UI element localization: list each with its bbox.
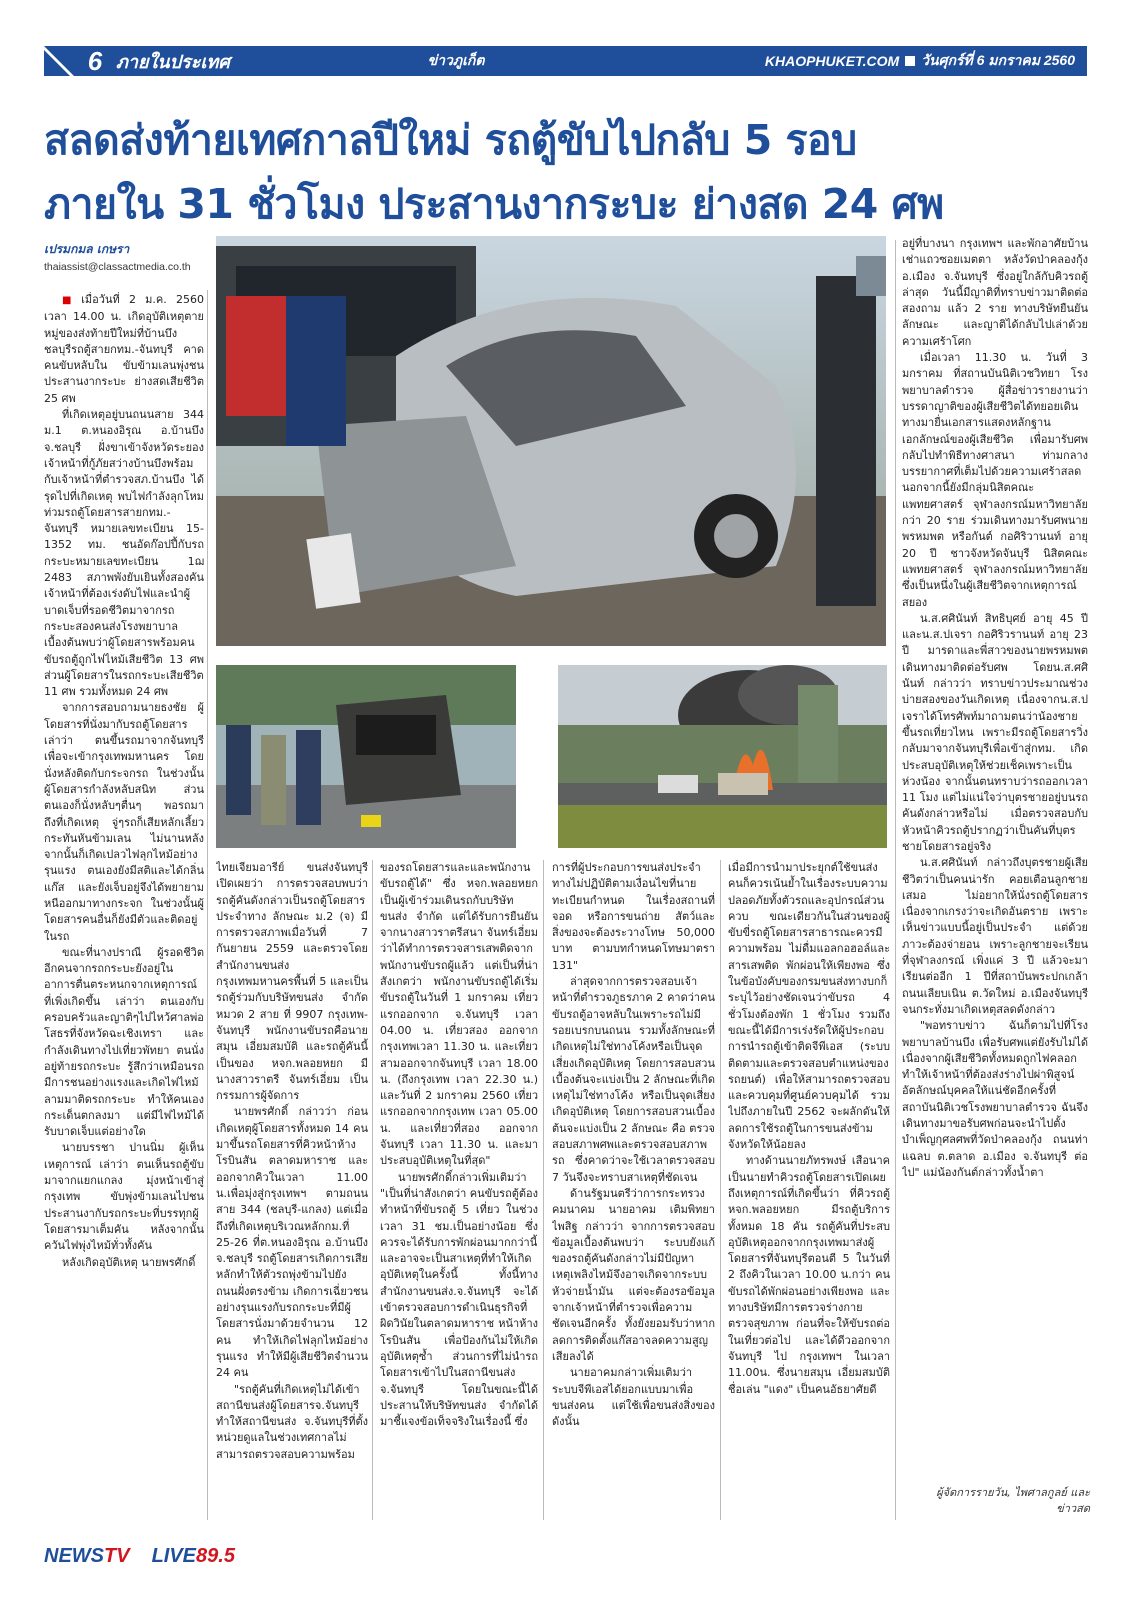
separator-square-icon [905, 56, 915, 66]
article-paragraph: ด้านรัฐมนตรีว่าการกระทรวงคมนาคม นายอาคม เติมพิทยาไพสิฐ กล่าวว่า จากการตรวจสอบข้อมูลเบื้องต้นพบว่า ระบบยังแก้ของรถตู้คันดังกล่าวไม่มีปัญหา เหตุเพลิงไหม้จึงอาจเกิดจากระบบหัวจ่ายน้ำมัน แต่จะต้องรอข้อมูลจากเจ้าหน้าที่ตำรวจเพื่อความชัดเจนอีกครั้ง ทั้งยังยอมรับว่าหากลดการติดตั้งแก๊สอาจลดความสูญเสียลงได้ [552, 1186, 715, 1363]
burnt-van-photo [216, 665, 516, 848]
vehicle-fire-photo [558, 665, 887, 848]
headline-line-2: ภายใน 31 ชั่วโมง ประสานงากระบะ ย่างสด 24 ศพ [44, 180, 944, 228]
website-link[interactable]: KHAOPHUKET.COM [764, 53, 900, 69]
author-email[interactable]: thaiassist@classactmedia.co.th [44, 261, 191, 273]
article-paragraph: ของรถโดยสารและและพนักงานขับรถตู้ได้" ซึ่ง หจก.พลอยหยก เป็นผู้เข้าร่วมเดินรถกับบริษัทขนส่ง จำกัด แต่ได้รับการยืนยันจากนางสาวราตรีสนา จันทร์เอี่ยม ว่าได้ทำการตรวจสารเสพติดจากพนักงานขับรถผู้แล้ว แต่เป็นที่น่าสังเกตว่า พนักงานขับรถตู้ได้เริ่มขับรถตู้ในวันที่ 1 มกราคม เที่ยวแรกออกจาก จ.จันทบุรี เวลา 04.00 น. เที่ยวสอง ออกจากกรุงเทพเวลา 11.30 น. และเที่ยวสามออกจากจันทบุรี เวลา 18.00 น. (ถึงกรุงเทพ เวลา 22.30 น.) และวันที่ 2 มกราคม 2560 เที่ยวแรกออกจากกรุงเทพ เวลา 05.00 น. และเที่ยวที่สอง ออกจากจันทบุรี เวลา 11.30 น. และมาประสบอุบัติเหตุในที่สุด" [380, 861, 538, 1168]
article-paragraph: จากการสอบถามนายธงชัย ผู้โดยสารที่นั่งมากับรถตู้โดยสาร เล่าว่า ตนขึ้นรถมาจากจันทบุรี เพื่อจะเข้ากรุงเทพมหานคร โดยนั่งหลังติดกับกระจกรถ ในช่วงนั้นผู้โดยสารกำลังหลับสนิท ส่วนตนเองก็นั่งหลับๆตื่นๆ พอรถมาถึงที่เกิดเหตุ จู่ๆรถก็เสียหลักเลี้ยวกระทันหันข้ามเลน ไม่นานหลังจากนั้นก็เกิดเปลวไฟลุกไหม้อย่างรุนแรง ตนเองยังมีสติและได้กลิ่นแก๊ส และยังเจ็บอยู่จึงได้พยายามหนีออกมาทางกระจก ในช่วงนั้นผู้โดยสารคนอื่นก็ยังมีตัวและติดอยู่ในรถ [44, 701, 204, 943]
article-paragraph: การที่ผู้ประกอบการขนส่งประจำทางไม่ปฏิบัติตามเงื่อนไขที่นายทะเบียนกำหนด ในเรื่องสถานที่จอด หรือการขนถ่าย สัตว์และสิ่งของจะต้องระวางโทษ 50,000 บาท ตามบทกำหนดโทษมาตรา 131" [552, 861, 715, 972]
footer-logos [44, 1545, 235, 1568]
source-credit: ผู้จัดการรายวัน, ไพศาลกูลย์ และข่าวสด [936, 1486, 1090, 1515]
section-corner-icon [44, 46, 74, 76]
article-paragraph: ทางด้านนายภัทรพงษ์ เสือนาค เป็นนายทำคิวรถตู้โดยสารเปิดเผยถึงเหตุการณ์ที่เกิดขึ้นว่า ที่คิวรถตู้ หจก.พลอยหยก มีรถตู้บริการทั้งหมด 18 คัน รถตู้คันที่ประสบอุบัติเหตุออกจากกรุงเทพมาส่งผู้โดยสารที่จันทบุรีตอนตี 5 ในวันที่ 2 ถึงคิวในเวลา 10.00 น.กว่า คนขับรถได้พักผ่อนอย่างเพียงพอ และทางบริษัทมีการตรวจร่างกาย ตรวจสุขภาพ ก่อนที่จะให้ขับรถต่อในเที่ยวต่อไป และได้ดีวออกจาก จันทบุรี ไป กรุงเทพฯ ในเวลา 11.00น. ซึ่งนายสมุน เอี่ยมสมบัติ ชื่อเล่น "แดง" เป็นคนอัธยาศัยดี [728, 1154, 890, 1396]
paper-logo: ข่าวภูเก็ต [427, 53, 485, 69]
article-paragraph: หลังเกิดอุบัติเหตุ นายพรศักดิ์ [62, 1255, 196, 1269]
headline-line-1: สลดส่งท้ายเทศกาลปีใหม่ รถตู้ขับไปกลับ 5 รอบ [44, 116, 857, 164]
article-paragraph: "พอทราบข่าว ฉันก็ตามไปที่โรงพยาบาลบ้านบึง เพื่อรับศพแต่ยังรับไม่ได้ เนื่องจากผู้เสียชีวิตทั้งหมดถูกไฟคลอก ทำให้เจ้าหน้าที่ต้องส่งร่างไปผ่าพิสูจน์อัตลักษณ์บุคคลให้แน่ชัดอีกครั้งที่สถาบันนิติเวชโรงพยาบาลตำรวจ ฉันจึงเดินทางมาขอรับศพก่อนจะนำไปตั้งบำเพ็ญกุศลศพที่วัดป่าคลองกุ้ง ถนนท่าแฉลบ ต.ตลาด อ.เมือง จ.จันทบุรี ต่อไป" แม่น้องกันต์กล่าวทั้งน้ำตา [902, 1019, 1088, 1179]
article-paragraph: ขณะที่นางปราณี ผู้รอดชีวิตอีกคนจากรถกระบะยังอยู่ในอาการตื่นตระหนกจากเหตุการณ์ที่เพิ่งเกิดขึ้น เล่าว่า ตนเองกับครอบครัวและญาติๆไปไหว้ศาลพ่อโสธรที่จังหวัดฉะเชิงเทรา และกำลังเดินทางไปเที่ยวพัทยา ตนนั่งอยู่ท้ายรถกระบะ รู้สึกว่าเหมือนรถมีการชนอย่างแรงและเกิดไฟไหม้ลามมาติดรถกระบะ ทำให้คนเองกระเด็นตกลงมา แต่มีไฟไหม้ได้รับบาดเจ็บแต่อย่างใด [44, 945, 204, 1139]
headline [44, 108, 1087, 236]
header-right [765, 50, 1087, 72]
page-header [44, 46, 1087, 76]
column-rule [895, 240, 896, 1520]
news1-tv-logo[interactable]: NEWSTV [44, 1545, 130, 1567]
article-paragraph: นายพรศักดิ์ กล่าวว่า ก่อนเกิดเหตุผู้โดยสารทั้งหมด 14 คน มาขึ้นรถโดยสารที่คิวหน้าห้างโรบินสัน ตลาดมหาราช และออกจากคิวในเวลา 11.00 น.เพื่อมุ่งสู่กรุงเทพฯ ตามถนนสาย 344 (ชลบุรี-แกลง) แต่เมื่อถึงที่เกิดเหตุบริเวณหลักกม.ที่ 25-26 ที่ต.หนองอิรุณ อ.บ้านบึง จ.ชลบุรี รถตู้โดยสารเกิดการเสียหลักทำให้ตัวรถพุ่งข้ามไปยังถนนฝั่งตรงข้าม เกิดการเฉี่ยวชนอย่างรุนแรงกับรถกระบะที่มีผู้โดยสารนั่งมาด้วยจำนวน 12 คน ทำให้เกิดไฟลุกไหม้อย่างรุนแรง ทำให้มีผู้เสียชีวิตจำนวน 24 คน [216, 1105, 368, 1380]
byline [44, 240, 214, 273]
article-paragraph: ■ เมื่อวันที่ 2 ม.ค. 2560 เวลา 14.00 น. เกิดอุบัติเหตุตายหมู่ของส่งท้ายปีใหม่ที่บ้านบึง ชลบุรีรถตู้สายกทม.-จันทบุรี คาดคนขับหลับใน ขับข้ามเลนพุ่งชนประสานงากระบะ ย่างสดเสียชีวิต 25 ศพ [44, 293, 204, 405]
article-paragraph: น.ส.ศศินันท์ สิทธิบุศย์ อายุ 45 ปี และน.ส.ปเจรา กอศิริวรานนท์ อายุ 23 ปี มารดาและพี่สาวของนายพรหมพต เดินทางมาติดต่อรับศพ โดยน.ส.ศศินันท์ กล่าวว่า ทราบข่าวประมาณช่วงบ่ายสองของวันเกิดเหตุ เนื่องจากน.ส.ปเจราได้โทรศัพท์มาถามตนว่าน้องชายขึ้นรถเที่ยวไหน เพราะมีรถตู้โดยสารวิ่งกลับมาจากจันทบุรีเพื่อเข้าสู่กทม. เกิดประสบอุบัติเหตุให้ช่วยเช็คเพราะเป็นห่วงน้อง จากนั้นตนทราบว่ารถออกเวลา 11 โมง แต่ไม่แน่ใจว่าบุตรชายอยู่บนรถคันดังกล่าวหรือไม่ เมื่อตรวจสอบกับหัวหน้าคิวรถตู้ปรากฏว่าเป็นคันที่บุตรชายโดยสารอยู่จริง [902, 611, 1088, 853]
article-column-5 [728, 860, 890, 1524]
author-name: เปรมกมล เกษรา [44, 242, 130, 256]
article-paragraph: นายพรศักดิ์กล่าวเพิ่มเติมว่า "เป็นที่น่าสังเกตว่า คนขับรถตู้ต้องทำหน้าที่ขับรถตู้ 5 เที่ยว ในช่วงเวลา 31 ชม.เป็นอย่างน้อย ซึ่งควรจะได้รับการพักผ่อนมากกว่านี้ และอาจจะเป็นสาเหตุที่ทำให้เกิดอุบัติเหตุในครั้งนี้ ทั้งนี้ทางสำนักงานขนส่ง.จ.จันทบุรี จะได้เข้าตรวจสอบการดำเนินธุรกิจที่ผิดวินัยในตลาดมหาราช หน้าห้างโรบินสัน เพื่อป้องกันไม่ให้เกิดอุบัติเหตุซ้ำ ส่วนการที่ไม่นำรถโดยสารเข้าไปในสถานีขนส่ง จ.จันทบุรี โดยในขณะนี้ได้ประสานให้บริษัทขนส่ง จำกัดได้มาชี้แจงข้อเท็จจริงในเรื่องนี้ ซึ่ง [380, 1170, 538, 1429]
article-paragraph: ไทยเจียมอารีย์ ขนส่งจันทบุรี เปิดเผยว่า การตรวจสอบพบว่ารถตู้คันดังกล่าวเป็นรถตู้โดยสารประจำทาง ลักษณะ ม.2 (จ) มีการตรวจสภาพเมื่อวันที่ 7 กันยายน 2559 และตรวจโดยสำนักงานขนส่ง กรุงเทพมหานครพื้นที่ 5 และเป็นรถตู้ร่วมกับบริษัทขนส่ง จำกัด หมวด 2 สาย ที่ 9907 กรุงเทพ-จันทบุรี พนักงานขับรถคือนายสมุน เอี่ยมสมบัติ และรถตู้คันนี้เป็นของ หจก.พลอยหยก มีนางสาวราตรี จันทร์เอี่ยม เป็นกรรมการผู้จัดการ [216, 861, 368, 1103]
article-column-4 [552, 860, 715, 1524]
live-radio-logo[interactable]: LIVE89.5 [151, 1545, 235, 1567]
column-rule [543, 860, 544, 1520]
article-paragraph: ล่าสุดจากการตรวจสอบเจ้าหน้าที่ตำรวจภูธรภาค 2 คาดว่าคนขับรถตู้อาจหลับในเพราะรถไม่มีรอยเบรกบนถนน รวมทั้งลักษณะที่เกิดเหตุไม่ใช่ทางโค้งหรือเป็นจุดเสี่ยงเกิดอุบัติเหตุ โดยการสอบสวนเบื้องต้นจะแบ่งเป็น 2 ลักษณะที่เกิดเหตุไม่ใช่ทางโค้ง หรือเป็นจุดเสี่ยงเกิดอุบัติเหตุ โดยการสอบสวนเบื้องต้นจะแบ่งเป็น 2 ลักษณะ คือ ตรวจสอบสภาพศพและตรวจสอบสภาพรถ ซึ่งคาดว่าจะใช้เวลาตรวจสอบ 7 วันจึงจะทราบสาเหตุที่ชัดเจน [552, 975, 715, 1184]
article-paragraph: นายบรรชา ปานนิ่ม ผู้เห็นเหตุการณ์ เล่าว่า ตนเห็นรถตู้ขับมาจากแยกแกลง มุ่งหน้าเข้าสู่กรุงเทพ ขับพุ่งข้ามเลนไปชนประสานงากับรถกระบะที่บรรทุกผู้โดยสารมาเต็มคัน หลังจากนั้นควันไฟพุ่งไหม้ทั่วทั้งคัน [44, 1141, 204, 1253]
main-crash-photo [216, 236, 886, 646]
section-title: ภายในประเทศ [116, 51, 230, 73]
lead-bullet-icon: ■ [62, 295, 78, 306]
column-rule [372, 860, 373, 1520]
article-column-6 [902, 236, 1088, 1481]
column-rule [207, 290, 208, 1520]
article-column-3 [380, 860, 538, 1524]
article-paragraph: เมื่อเวลา 11.30 น. วันที่ 3 มกราคม ที่สถานบันนิติเวชวิทยา โรงพยาบาลตำรวจ ผู้สื่อข่าวรายงานว่า บรรดาญาติของผู้เสียชีวิตได้ทยอยเดินทางมายื่นเอกสารแสดงหลักฐานเอกลักษณ์ของผู้เสียชีวิต เพื่อมารับศพกลับไปทำพิธีทางศาสนา ท่ามกลางบรรยากาศที่เต็มไปด้วยความเศร้าสลด นอกจากนี้ยังมีกลุ่มนิสิตคณะแพทยศาสตร์ จุฬาลงกรณ์มหาวิทยาลัยกว่า 20 ราย ร่วมเดินทางมารับศพนายพรหมพต หรือกันต์ กอศิริวานนท์ อายุ 20 ปี ชาวจังหวัดจันบุรี นิสิตคณะแพทยศาสตร์ จุฬาลงกรณ์มหาวิทยาลัย ซึ่งเป็นหนึ่งในผู้เสียชีวิตจากเหตุการณ์สยอง [902, 351, 1088, 609]
column-rule [720, 860, 721, 1520]
article-column-1 [44, 292, 204, 1524]
article-column-2 [216, 860, 368, 1524]
article-paragraph: "รถตู้คันที่เกิดเหตุไม่ได้เข้าสถานีขนส่งผู้โดยสารจ.จันทบุรี ทำให้สถานีขนส่ง จ.จันทบุรีที่ตั้งหน่วยดูแลในช่วงเทศกาลไม่สามารถตรวจสอบความพร้อม [216, 1382, 368, 1461]
header-band [74, 46, 1087, 76]
article-paragraph: น.ส.ศศินันท์ กล่าวถึงบุตรชายผู้เสียชีวิตว่าเป็นคนน่ารัก คอยเตือนลูกชายเสมอ ไม่อยากให้นั่งรถตู้โดยสาร เนื่องจากเกรงว่าจะเกิดอันตราย เพราะเห็นข่าวแบบนี้อยู่เป็นประจำ แต่ด้วยภาวะต้องจ่ายอน เพราะลูกชายจะเรียนที่จุฬาลงกรณ์ เพิ่งแค่ 3 ปี แล้วจะมาเรียนต่ออีก 1 ปีที่สถาบันพระปกเกล้า ถนนเลียบเนิน ต.วัดใหม่ อ.เมืองจันทบุรี จนกระทั่งมาเกิดเหตุสลดดังกล่าว [902, 856, 1088, 1016]
article-paragraph: เมื่อมีการนำมาประยุกต์ใช้ขนส่งคนก็ควรเน้นย้ำในเรื่องระบบความปลอดภัยทั้งตัวรถและอุปกรณ์ส่วนควบ ขณะเดียวกันในส่วนของผู้ขับขี่รถตู้โดยสารสาธารณะควรมีความพร้อม ไม่ดื่มแอลกอฮอล์และสารเสพติด พักผ่อนให้เพียงพอ ซึ่งในข้อบังคับของกรมขนส่งทางบกก็ระบุไว้อย่างชัดเจนว่าขับรถ 4 ชั่วโมงต้องพัก 1 ชั่วโมง รวมถึงขณะนี้ได้มีการเร่งรัดให้ผู้ประกอบการนำรถตู้เข้าติดจีพีเอส (ระบบติดตามและตรวจสอบตำแหน่งของรถยนต์) เพื่อให้สามารถตรวจสอบและควบคุมที่ศูนย์ควบคุมได้ รวมไปถึงภายในปี 2562 จะผลักดันให้ลดการใช้รถตู้ในการขนส่งข้ามจังหวัดให้น้อยลง [728, 861, 890, 1152]
article-paragraph: นายอาคมกล่าวเพิ่มเติมว่าระบบจีพีเอสได้ยอกแบบมาเพื่อขนส่งคน แต่ใช้เพื่อขนส่งสิ่งของ ดังนั้น [552, 1366, 715, 1429]
page-number: 6 [87, 45, 103, 76]
article-paragraph: ที่เกิดเหตุอยู่บนถนนสาย 344 ม.1 ต.หนองอิรุณ อ.บ้านบึง จ.ชลบุรี ฝั่งขาเข้าจังหวัดระยอง เจ้าหน้าที่กู้ภัยสว่างบ้านบึงพร้อมกับเจ้าหน้าที่ตำรวจสภ.บ้านบึง ได้รุดไปที่เกิดเหตุ พบไฟกำลังลุกโหมท่วมรถตู้โดยสารสายกทม.-จันทบุรี หมายเลขทะเบียน 15-1352 ทม. ชนอัดก๊อปปี้กับรถกระบะหมายเลขทะเบียน 1ฌ 2483 สภาพพังยับเยินทั้งสองคัน เจ้าหน้าที่ต้องเร่งดับไฟและนำผู้บาดเจ็บที่รอดชีวิตมาจากรถกระบะสองคนส่งโรงพยาบาล เบื้องต้นพบว่าผู้โดยสารพร้อมคนขับรถตู้ถูกไฟไหม้เสียชีวิต 13 ศพ ส่วนผู้โดยสารในรถกระบะเสียชีวิต 11 ศพ รวมทั้งหมด 24 ศพ [44, 408, 204, 699]
article-paragraph: อยู่ที่บางนา กรุงเทพฯ และพักอาศัยบ้านเช่าแถวซอยเมตตา หลังวัดป่าคลองกุ้ง อ.เมือง จ.จันทบุรี ซึ่งอยู่ใกล้กับคิวรถตู้ ล่าสุด วันนี้มีญาติที่ทราบข่าวมาติดต่อ สองถาม แล้ว 2 ราย ทางบริษัทยืนยันลักษณะ และญาติได้กลับไปเล่าด้วยความเศร้าโศก [902, 237, 1088, 348]
issue-date: วันศุกร์ที่ 6 มกราคม 2560 [921, 52, 1075, 68]
